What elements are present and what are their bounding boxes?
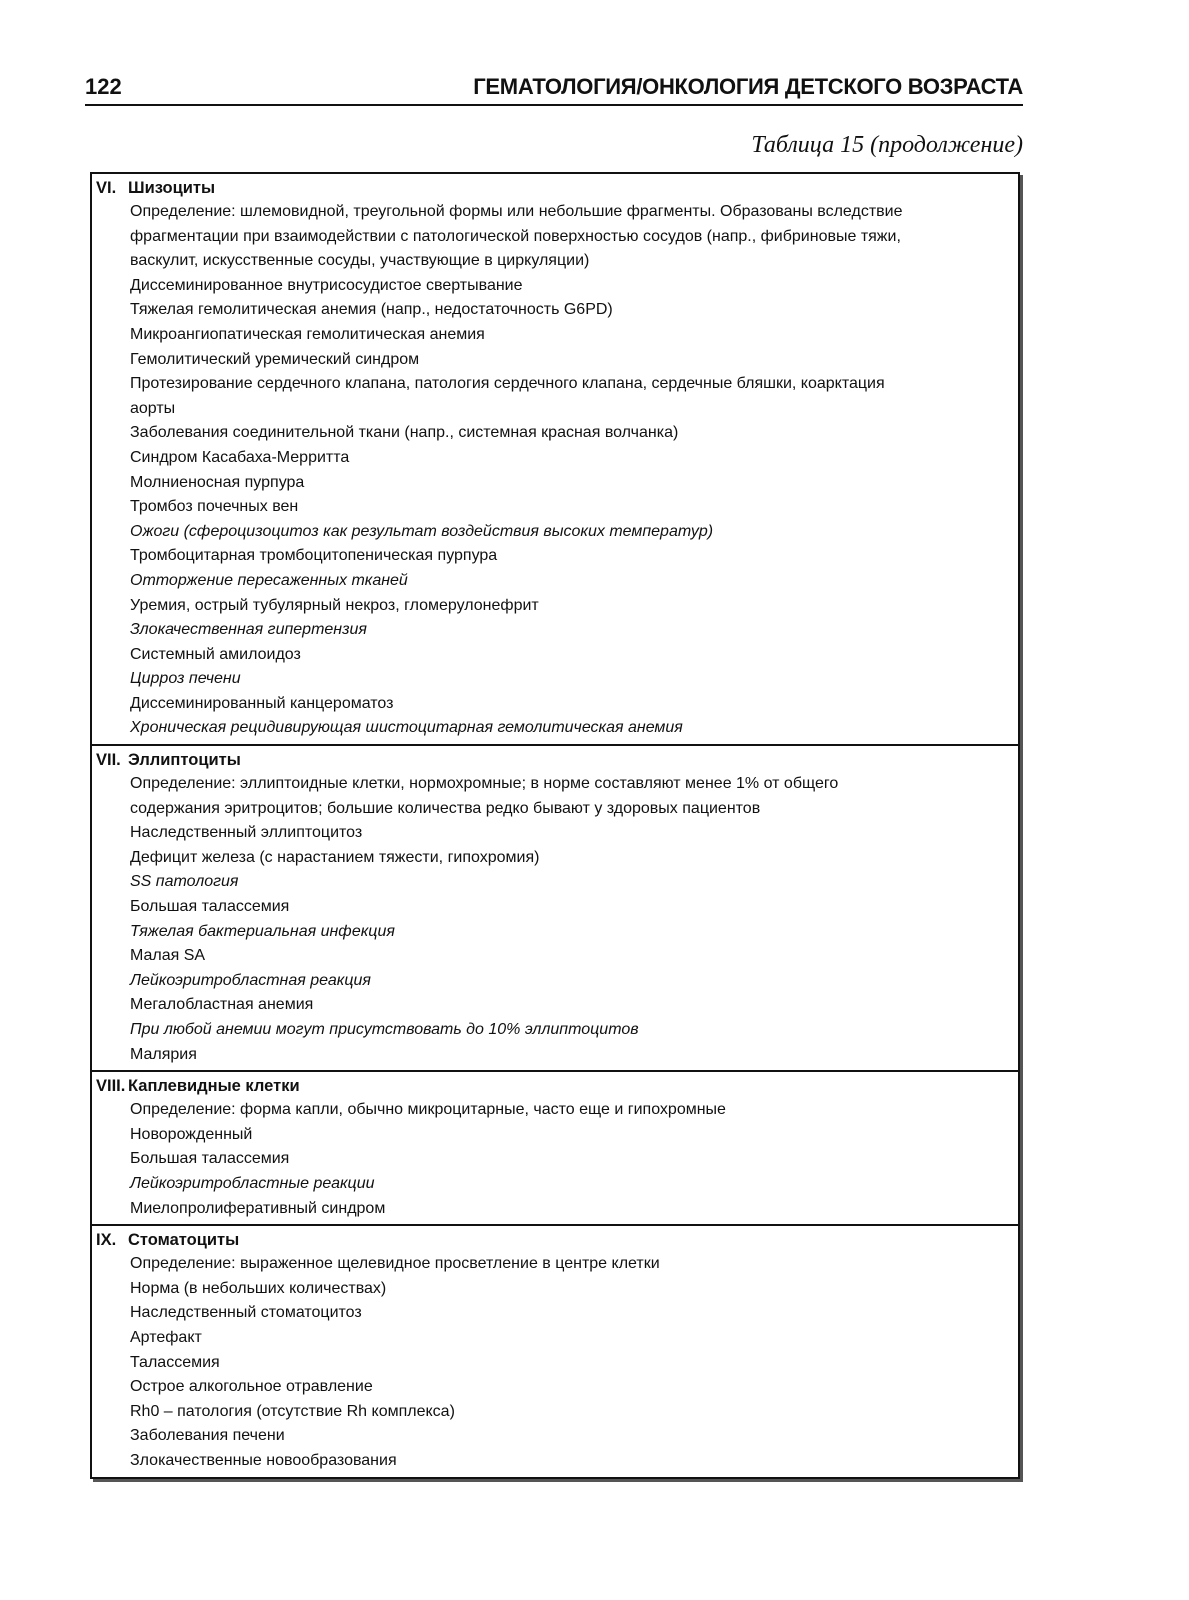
table-line: Определение: шлемовидной, треугольной формы или небольшие фрагменты. Образованы вследствие	[130, 203, 903, 220]
section-number: IX.	[96, 1231, 117, 1250]
table-line: Синдром Касабаха-Мерритта	[130, 448, 350, 466]
section-title: Стоматоциты	[128, 1231, 240, 1250]
table-line: Гемолитический уремический синдром	[130, 350, 420, 368]
section-heading	[92, 1074, 1018, 1098]
table-line: При любой анемии могут присутствовать до 10% эллиптоцитов	[130, 1021, 639, 1038]
section-title: Эллиптоциты	[128, 751, 241, 770]
table-line: Большая талассемия	[130, 898, 290, 916]
page-header	[85, 70, 1023, 106]
table-line: Определение: выраженное щелевидное просветление в центре клетки	[130, 1255, 660, 1273]
section-title: Шизоциты	[128, 179, 216, 197]
section-number: VIII.	[96, 1077, 126, 1096]
table-line: Хроническая рецидивирующая шистоцитарная гемолитическая анемия	[130, 719, 683, 737]
table-line: Тромбоцитарная тромбоцитопеническая пурпура	[130, 547, 498, 565]
table-line: Заболевания печени	[130, 1427, 285, 1445]
table-line: Уремия, острый тубулярный некроз, гломерулонефрит	[130, 596, 539, 614]
table-line: Лейкоэритробластные реакции	[130, 1174, 375, 1192]
table-line: Заболевания соединительной ткани (напр., системная красная волчанка)	[130, 424, 679, 442]
page-number: 122	[85, 74, 122, 99]
table-line: Диссеминированное внутрисосудистое свертывание	[130, 276, 523, 294]
table-line: SS патология	[130, 873, 239, 891]
table-line: васкулит, искусственные сосуды, участвующие в циркуляции)	[130, 252, 590, 270]
section-heading	[92, 176, 1018, 200]
section-heading	[92, 748, 1018, 772]
table-line: Rh0 – патология (отсутствие Rh комплекса)	[130, 1402, 455, 1420]
table-line: Цирроз печени	[130, 670, 241, 688]
table-line: аорты	[130, 399, 176, 417]
table-line: Миелопролиферативный синдром	[130, 1199, 386, 1217]
table-line: Системный амилоидоз	[130, 645, 301, 663]
section-number: VII.	[96, 751, 121, 770]
table-section	[92, 1224, 1018, 1476]
section-number: VI.	[96, 179, 117, 197]
table-line: фрагментации при взаимодействии с патологической поверхностью сосудов (напр., фибриновые тяжи,	[130, 227, 901, 245]
table-line: Лейкоэритробластная реакция	[130, 971, 371, 989]
table-line: Отторжение пересаженных тканей	[130, 571, 408, 589]
table-line: Диссеминированный канцероматоз	[130, 694, 394, 712]
table-line: Определение: эллиптоидные клетки, нормохромные; в норме составляют менее 1% от общего	[130, 775, 839, 793]
table-section	[92, 744, 1018, 1070]
table	[90, 172, 1020, 1479]
table-line: Новорожденный	[130, 1125, 253, 1143]
table-line: Талассемия	[130, 1353, 220, 1371]
table-line: Наследственный эллиптоцитоз	[130, 824, 363, 842]
table-line: Ожоги (сфероцизоцитоз как результат воздействия высоких температур)	[130, 522, 714, 540]
table-line: Определение: форма капли, обычно микроцитарные, часто еще и гипохромные	[130, 1101, 726, 1119]
table-line: Артефакт	[130, 1328, 202, 1346]
table-line: Мегалобластная анемия	[130, 996, 314, 1014]
table-section	[92, 174, 1018, 744]
table-line: Большая талассемия	[130, 1150, 290, 1168]
table-line: Малярия	[130, 1045, 197, 1063]
section-heading	[92, 1228, 1018, 1252]
table-line: Злокачественные новообразования	[130, 1451, 397, 1469]
table-line: Дефицит железа (с нарастанием тяжести, гипохромия)	[130, 848, 540, 866]
table-line: Наследственный стоматоцитоз	[130, 1304, 362, 1322]
table-line: содержания эритроцитов; большие количества редко бывают у здоровых пациентов	[130, 799, 761, 817]
table-line: Норма (в небольших количествах)	[130, 1279, 387, 1297]
table-line: Тромбоз почечных вен	[130, 498, 299, 516]
table-caption: Таблица 15 (продолжение)	[751, 132, 1023, 158]
table-line: Малая SA	[130, 947, 206, 965]
table-line: Протезирование сердечного клапана, патология сердечного клапана, сердечные бляшки, коарктация	[130, 375, 885, 393]
table-line: Злокачественная гипертензия	[130, 621, 367, 639]
table-line: Микроангиопатическая гемолитическая анемия	[130, 325, 485, 343]
table-line: Острое алкогольное отравление	[130, 1378, 373, 1396]
table-line: Тяжелая гемолитическая анемия (напр., недостаточность G6PD)	[130, 301, 613, 319]
table-line: Молниеносная пурпура	[130, 473, 305, 491]
running-title: ГЕМАТОЛОГИЯ/ОНКОЛОГИЯ ДЕТСКОГО ВОЗРАСТА	[473, 74, 1023, 99]
table-section	[92, 1070, 1018, 1224]
section-title: Каплевидные клетки	[128, 1077, 300, 1096]
table-line: Тяжелая бактериальная инфекция	[130, 922, 395, 940]
